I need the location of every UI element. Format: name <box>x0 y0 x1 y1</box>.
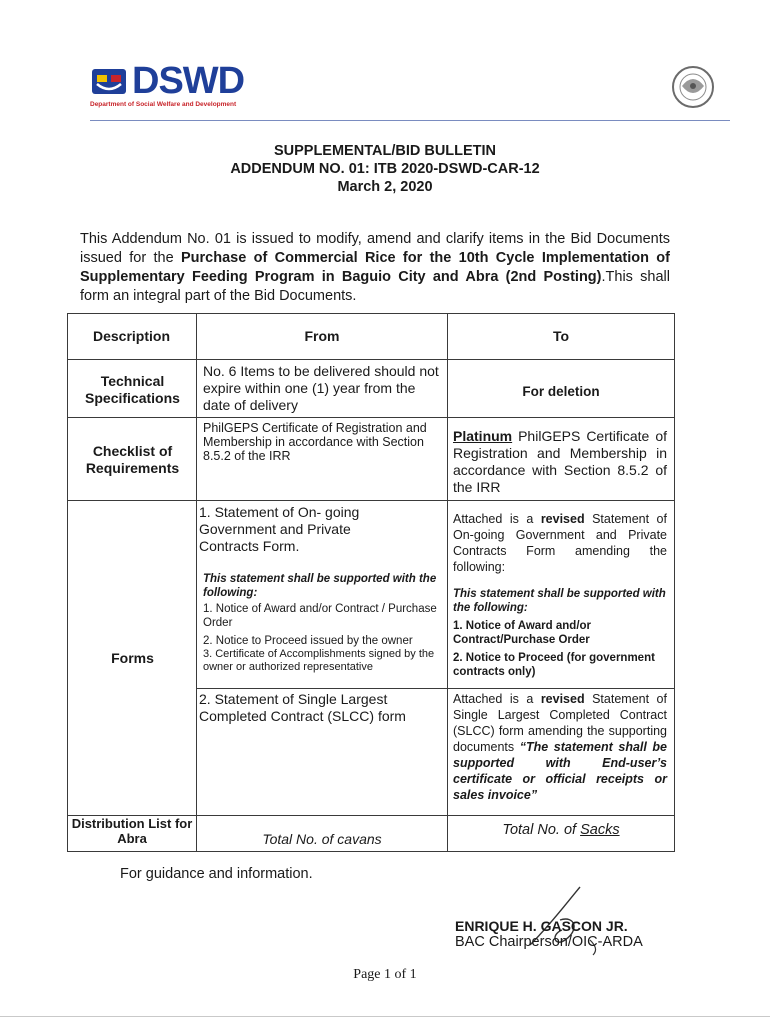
header-to: To <box>552 328 570 344</box>
forms-to1-revised: revised <box>540 512 585 526</box>
closing-line: For guidance and information. <box>120 866 313 882</box>
intro-text-b: .This shall form an integral part of the Bid Documents. <box>80 269 670 304</box>
signatory-title: BAC Chairperson/OIC-ARDA <box>455 934 643 950</box>
forms-to1-a: Attached is a <box>453 512 541 526</box>
row-technical-to: For deletion <box>522 384 600 399</box>
page-number: Page 1 of 1 <box>353 967 417 982</box>
intro-project-name: Purchase of Commercial Rice for the 10th Cycle Implementation of Supplementary Feeding Program in Baguio City and Abra (2nd Posting) <box>80 250 670 285</box>
amendment-table <box>67 313 675 852</box>
addendum-number: ADDENDUM NO. 01: ITB 2020-DSWD-CAR-12 <box>230 161 540 177</box>
forms-to2-a: Attached is a <box>453 692 541 706</box>
forms-to2-revised: revised <box>540 692 585 706</box>
row-checklist-from: PhilGEPS Certificate of Registration and Membership in accordance with Section 8.5.2 of the IRR <box>203 421 427 463</box>
bulletin-date: March 2, 2020 <box>337 179 433 195</box>
distribution-to-sacks: Sacks <box>580 822 620 838</box>
row-technical-desc: Technical Specifications <box>85 373 180 406</box>
row-distribution-to <box>448 822 674 839</box>
forms-from-item2: 2. Statement of Single Largest Completed Contract (SLCC) form <box>199 691 406 724</box>
intro-text-a: This Addendum No. 01 is issued to modify, amend and clarify items in the Bid Documents issued for the <box>80 231 670 266</box>
header-from: From <box>304 328 340 344</box>
row-technical-from: No. 6 Items to be delivered should not expire within one (1) year from the date of delivery <box>203 363 439 413</box>
certification-seal-icon <box>668 62 718 112</box>
forms-from-item-ntp: 2. Notice to Proceed issued by the owner <box>203 635 413 647</box>
forms-to-note: This statement shall be supported with the following: <box>453 588 666 614</box>
intro-paragraph <box>80 230 670 306</box>
forms-to-item-award: 1. Notice of Award and/or Contract/Purchase Order <box>453 620 592 646</box>
row-checklist-to <box>453 428 667 496</box>
header-divider <box>90 120 730 121</box>
header-description: Description <box>92 328 170 344</box>
row-forms-desc: Forms <box>111 650 154 666</box>
forms-to-item1-intro <box>453 511 667 575</box>
forms-from-item-accomplishments: 3. Certificate of Accomplishments signed by the owner or authorized representative <box>203 648 435 673</box>
forms-to-item-ntp: 2. Notice to Proceed (for government contracts only) <box>453 652 655 678</box>
forms-to2-quote: “The statement shall be supported with End-user’s certificate or official receipts or sales invoice” <box>453 740 667 802</box>
forms-from-item-award: 1. Notice of Award and/or Contract / Purchase Order <box>203 603 437 629</box>
distribution-to-a: Total No. of <box>502 822 581 838</box>
forms-from-note: This statement shall be supported with the following: <box>203 573 437 599</box>
forms-to2-b: Statement of Single Largest Completed Contract (SLCC) form amending the supporting documents <box>453 692 667 754</box>
row-distribution-from: Total No. of cavans <box>262 831 382 847</box>
logo-wordmark: DSWD <box>132 60 245 102</box>
checklist-to-text: PhilGEPS Certificate of Registration and Membership in accordance with Section 8.5.2 of the IRR <box>453 428 667 495</box>
forms-to-item2 <box>453 691 667 803</box>
page-bottom-edge <box>0 1016 770 1017</box>
dswd-logo-icon <box>90 66 128 96</box>
platinum-label: Platinum <box>453 428 513 444</box>
row-checklist-desc: Checklist of Requirements <box>85 443 180 476</box>
signatory-name: ENRIQUE H. GASCON JR. <box>455 918 628 934</box>
forms-from-item1-title: 1. Statement of On- going Government and Private Contracts Form. <box>199 504 360 554</box>
bulletin-title: SUPPLEMENTAL/BID BULLETIN <box>273 143 497 159</box>
logo-subtitle: Department of Social Welfare and Development <box>90 101 237 108</box>
dswd-logo <box>90 60 245 102</box>
forms-to1-b: Statement of On-going Government and Private Contracts Form amending the following: <box>453 512 667 574</box>
row-distribution-desc: Distribution List for Abra <box>71 816 193 846</box>
